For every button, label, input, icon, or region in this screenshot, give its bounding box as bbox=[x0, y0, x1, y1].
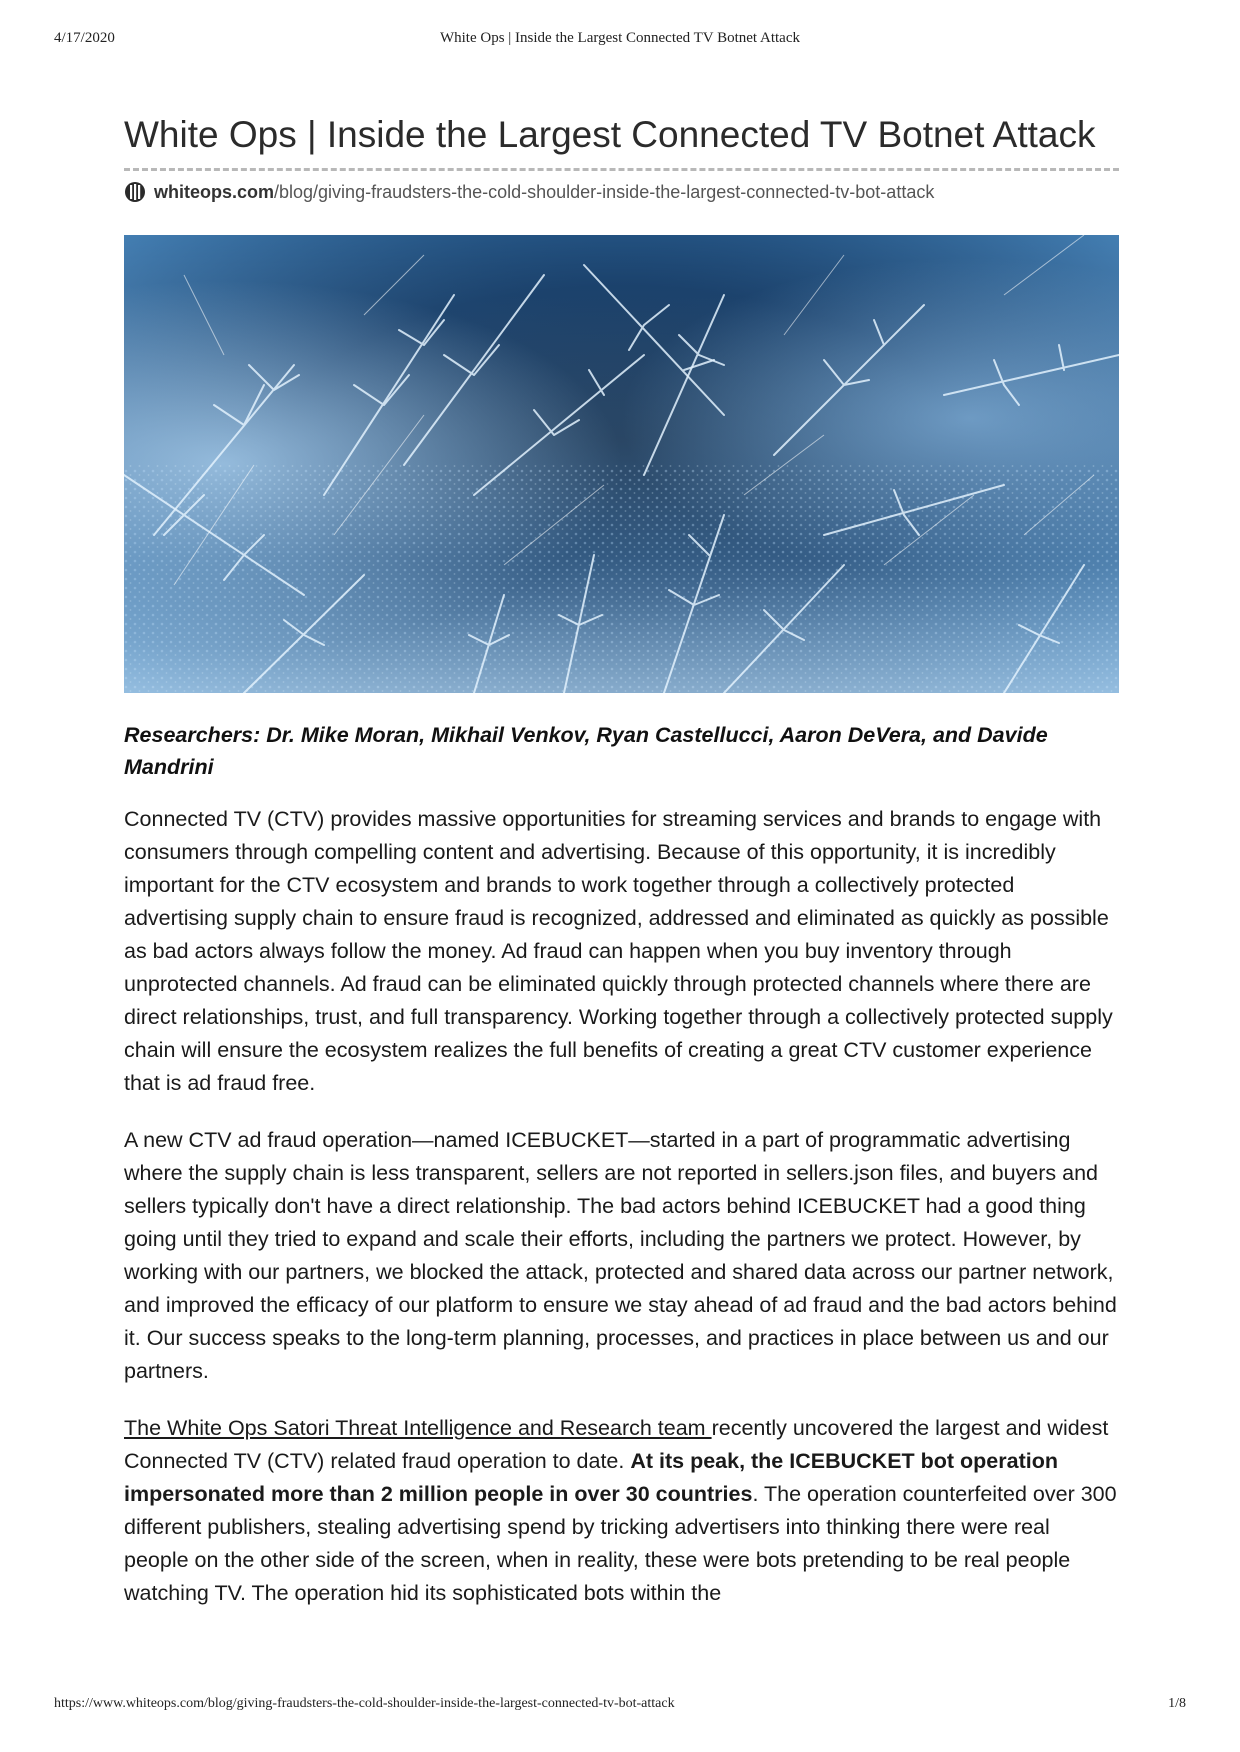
print-url: https://www.whiteops.com/blog/giving-fraudsters-the-cold-shoulder-inside-the-largest-connected-tv-bot-attack bbox=[54, 1696, 675, 1711]
paragraph-1: Connected TV (CTV) provides massive opportunities for streaming services and brands to engage with consumers through compelling content and advertising. Because of this opportunity, it is incredibly important for the CTV ecosystem and brands to work together through a collectively protected advertising supply chain to ensure fraud is recognized, addressed and eliminated as quickly as possible as bad actors always follow the money. Ad fraud can happen when you buy inventory through unprotected channels. Ad fraud can be eliminated quickly through protected channels where there are direct relationships, trust, and full transparency. Working together through a collectively protected supply chain will ensure the ecosystem realizes the full benefits of creating a great CTV customer experience that is ad fraud free. bbox=[124, 807, 1113, 1095]
hero-image bbox=[124, 235, 1119, 693]
paragraph-3-text-b: . The operation counterfeited over 300 different publishers, stealing advertising spend by tricking advertisers into thinking there were real people on the other side of the screen, when in reality, these were bots pretending to be real people watching TV. The operation hid its sophisticated bots within the bbox=[124, 1482, 1117, 1605]
site-favicon-icon bbox=[124, 181, 146, 203]
print-header bbox=[54, 30, 1186, 54]
print-footer bbox=[54, 1696, 1186, 1720]
paragraph-3-bold: At its peak, the ICEBUCKET bot operation impersonated more than 2 million people in over 30 countries bbox=[124, 1449, 1058, 1506]
article bbox=[124, 112, 1119, 1610]
print-date: 4/17/2020 bbox=[54, 30, 115, 46]
paragraph-2: A new CTV ad fraud operation—named ICEBUCKET—started in a part of programmatic advertising where the supply chain is less transparent, sellers are not reported in sellers.json files, and buyers and sellers typically don't have a direct relationship. The bad actors behind ICEBUCKET had a good thing going until they tried to expand and scale their efforts, including the partners we protect. However, by working with our partners, we blocked the attack, protected and shared data across our partner network, and improved the efficacy of our platform to ensure we stay ahead of ad fraud and the bad actors behind it. Our success speaks to the long-term planning, processes, and practices in place between us and our partners. bbox=[124, 1128, 1117, 1383]
paragraph-3 bbox=[124, 1412, 1119, 1610]
satori-team-link[interactable]: The White Ops Satori Threat Intelligence and Research team bbox=[124, 1416, 712, 1440]
source-path[interactable]: /blog/giving-fraudsters-the-cold-shoulder-inside-the-largest-connected-tv-bot-attack bbox=[274, 181, 935, 202]
paragraph-3-text-a: recently uncovered the largest and widest Connected TV (CTV) related fraud operation to date. bbox=[124, 1416, 1109, 1473]
page-number: 1/8 bbox=[1168, 1696, 1186, 1711]
source-domain[interactable]: whiteops.com bbox=[154, 181, 275, 202]
researchers-credit: Researchers: Dr. Mike Moran, Mikhail Venkov, Ryan Castellucci, Aaron DeVera, and Davide Mandrini bbox=[124, 723, 1048, 779]
print-title: White Ops | Inside the Largest Connected TV Botnet Attack bbox=[439, 30, 800, 46]
source-line[interactable] bbox=[124, 179, 1119, 205]
article-title: White Ops | Inside the Largest Connected TV Botnet Attack bbox=[124, 112, 1119, 171]
